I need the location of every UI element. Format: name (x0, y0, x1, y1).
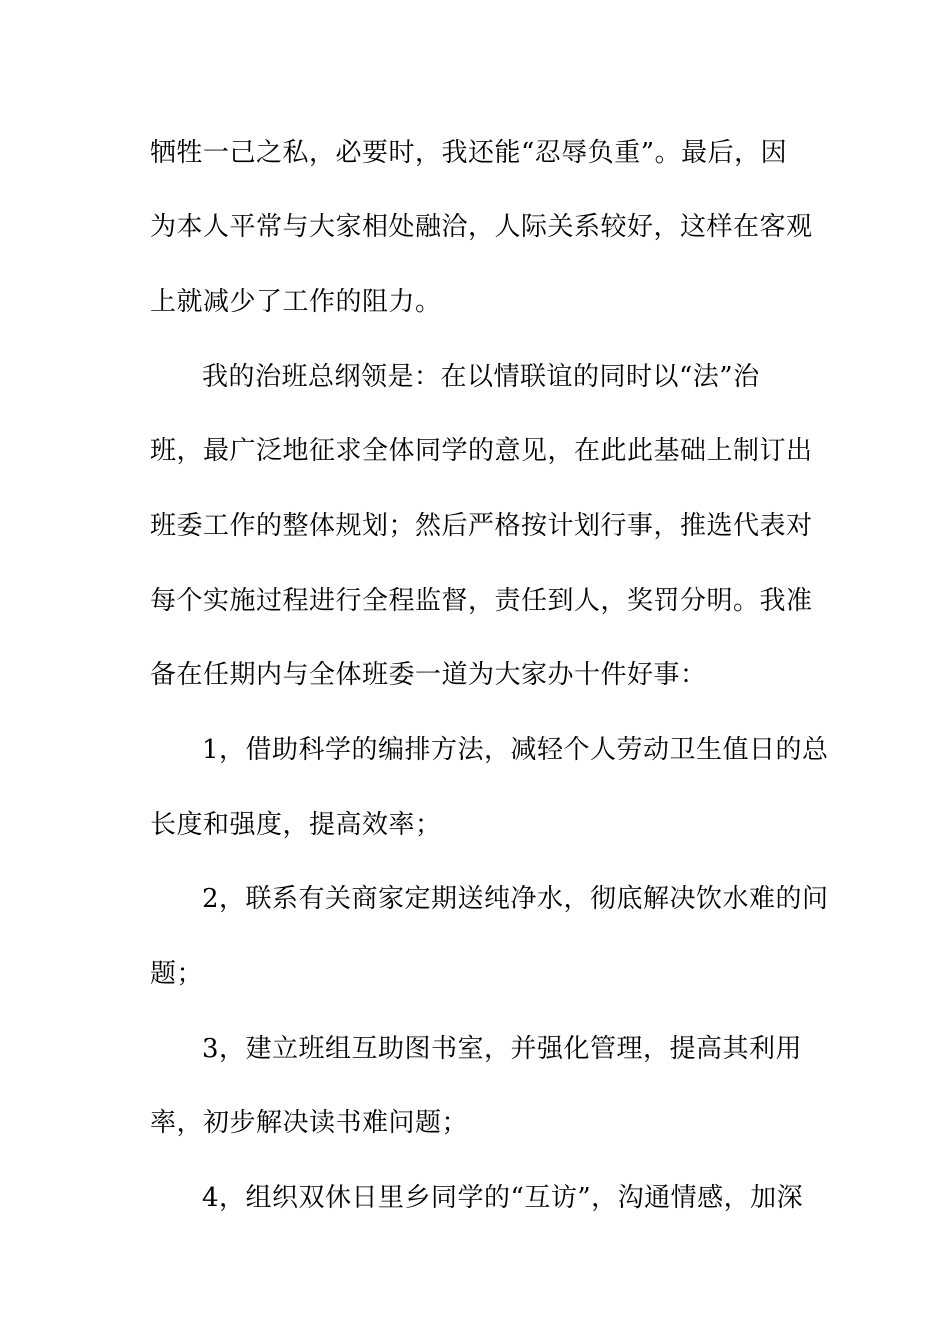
text-line: 3，建立班组互助图书室，并强化管理，提高其利用 (202, 1034, 803, 1064)
text-line: 班委工作的整体规划；然后严格按计划行事，推选代表对 (150, 511, 813, 541)
text-line: 题； (150, 959, 204, 989)
text-line: 班，最广泛地征求全体同学的意见，在此此基础上制订出 (150, 436, 813, 466)
text-line: 2，联系有关商家定期送纯净水，彻底解决饮水难的问 (202, 884, 829, 914)
text-line: 为本人平常与大家相处融洽，人际关系较好，这样在客观 (150, 212, 813, 242)
text-line: 上就减少了工作的阻力。 (150, 287, 442, 317)
text-line: 率，初步解决读书难问题； (150, 1108, 469, 1138)
text-line: 牺牲一己之私，必要时，我还能“忍辱负重”。最后，因 (150, 138, 788, 168)
text-line: 备在任期内与全体班委一道为大家办十件好事： (150, 660, 707, 690)
text-line: 我的治班总纲领是：在以情联谊的同时以“法”治 (202, 362, 760, 392)
text-line: 4，组织双休日里乡同学的“互访”，沟通情感，加深 (202, 1183, 804, 1213)
text-line: 每个实施过程进行全程监督，责任到人，奖罚分明。我准 (150, 586, 813, 616)
text-line: 1，借助科学的编排方法，减轻个人劳动卫生值日的总 (202, 735, 829, 765)
text-line: 长度和强度，提高效率； (150, 810, 442, 840)
